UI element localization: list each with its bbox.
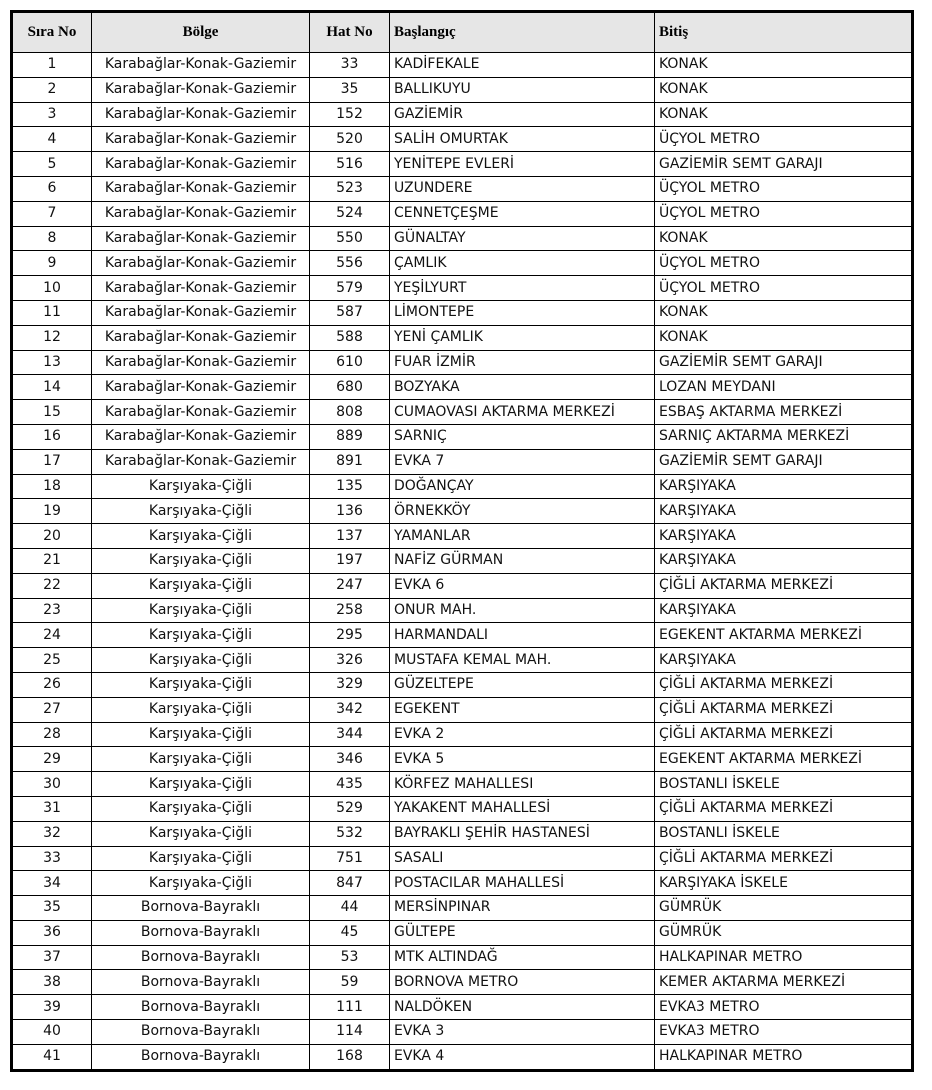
bolge-cell: Bornova-Bayraklı	[92, 896, 310, 921]
sira-no-cell: 23	[13, 598, 92, 623]
hat-no-cell: 59	[310, 970, 390, 995]
bitis-cell: LOZAN MEYDANI	[655, 375, 912, 400]
hat-no-cell: 33	[310, 53, 390, 78]
bitis-cell: KARŞIYAKA	[655, 474, 912, 499]
bolge-cell: Karabağlar-Konak-Gaziemir	[92, 424, 310, 449]
sira-no-cell: 2	[13, 77, 92, 102]
sira-no-cell: 14	[13, 375, 92, 400]
table-row	[13, 1020, 912, 1045]
bitis-cell: ÜÇYOL METRO	[655, 176, 912, 201]
baslangic-cell: MUSTAFA KEMAL MAH.	[390, 648, 655, 673]
sira-no-cell: 33	[13, 846, 92, 871]
baslangic-cell: KADİFEKALE	[390, 53, 655, 78]
sira-no-cell: 19	[13, 499, 92, 524]
table-row	[13, 152, 912, 177]
table-row	[13, 796, 912, 821]
baslangic-cell: BAYRAKLI ŞEHİR HASTANESİ	[390, 821, 655, 846]
bitis-cell: KARŞIYAKA	[655, 598, 912, 623]
sira-no-cell: 38	[13, 970, 92, 995]
table-row	[13, 499, 912, 524]
header-bolge: Bölge	[92, 13, 310, 53]
baslangic-cell: YAKAKENT MAHALLESİ	[390, 796, 655, 821]
hat-no-cell: 524	[310, 201, 390, 226]
hat-no-cell: 435	[310, 772, 390, 797]
hat-no-cell: 329	[310, 672, 390, 697]
baslangic-cell: ÇAMLIK	[390, 251, 655, 276]
bitis-cell: ÇİĞLİ AKTARMA MERKEZİ	[655, 722, 912, 747]
baslangic-cell: EVKA 2	[390, 722, 655, 747]
hat-no-cell: 135	[310, 474, 390, 499]
baslangic-cell: GÜLTEPE	[390, 920, 655, 945]
header-row	[13, 13, 912, 53]
bolge-cell: Karabağlar-Konak-Gaziemir	[92, 400, 310, 425]
bitis-cell: ÜÇYOL METRO	[655, 201, 912, 226]
sira-no-cell: 1	[13, 53, 92, 78]
bolge-cell: Karabağlar-Konak-Gaziemir	[92, 53, 310, 78]
sira-no-cell: 9	[13, 251, 92, 276]
bolge-cell: Karşıyaka-Çiğli	[92, 871, 310, 896]
bitis-cell: ESBAŞ AKTARMA MERKEZİ	[655, 400, 912, 425]
bitis-cell: KONAK	[655, 102, 912, 127]
table-row	[13, 102, 912, 127]
header-sira-no: Sıra No	[13, 13, 92, 53]
table-row	[13, 127, 912, 152]
table-row	[13, 871, 912, 896]
table-row	[13, 896, 912, 921]
baslangic-cell: EGEKENT	[390, 697, 655, 722]
bolge-cell: Karşıyaka-Çiğli	[92, 474, 310, 499]
bolge-cell: Bornova-Bayraklı	[92, 1020, 310, 1045]
hat-no-cell: 680	[310, 375, 390, 400]
sira-no-cell: 10	[13, 276, 92, 301]
header-bitis: Bitiş	[655, 13, 912, 53]
baslangic-cell: CUMAOVASI AKTARMA MERKEZİ	[390, 400, 655, 425]
bolge-cell: Karşıyaka-Çiğli	[92, 747, 310, 772]
bitis-cell: ÜÇYOL METRO	[655, 276, 912, 301]
sira-no-cell: 18	[13, 474, 92, 499]
table-row	[13, 846, 912, 871]
baslangic-cell: ÖRNEKKÖY	[390, 499, 655, 524]
hat-no-cell: 889	[310, 424, 390, 449]
bitis-cell: ÇİĞLİ AKTARMA MERKEZİ	[655, 846, 912, 871]
bitis-cell: KONAK	[655, 77, 912, 102]
table-row	[13, 821, 912, 846]
hat-no-cell: 136	[310, 499, 390, 524]
sira-no-cell: 16	[13, 424, 92, 449]
sira-no-cell: 4	[13, 127, 92, 152]
bolge-cell: Karşıyaka-Çiğli	[92, 598, 310, 623]
bolge-cell: Karabağlar-Konak-Gaziemir	[92, 251, 310, 276]
table-row	[13, 424, 912, 449]
table-row	[13, 623, 912, 648]
table-row	[13, 1044, 912, 1069]
sira-no-cell: 24	[13, 623, 92, 648]
baslangic-cell: NAFİZ GÜRMAN	[390, 548, 655, 573]
table-row	[13, 697, 912, 722]
hat-no-cell: 587	[310, 300, 390, 325]
bitis-cell: BOSTANLI İSKELE	[655, 821, 912, 846]
hat-no-cell: 847	[310, 871, 390, 896]
bitis-cell: KARŞIYAKA	[655, 648, 912, 673]
sira-no-cell: 15	[13, 400, 92, 425]
bolge-cell: Karabağlar-Konak-Gaziemir	[92, 77, 310, 102]
bitis-cell: ÜÇYOL METRO	[655, 127, 912, 152]
sira-no-cell: 12	[13, 325, 92, 350]
bitis-cell: EGEKENT AKTARMA MERKEZİ	[655, 747, 912, 772]
hat-no-cell: 532	[310, 821, 390, 846]
sira-no-cell: 8	[13, 226, 92, 251]
baslangic-cell: DOĞANÇAY	[390, 474, 655, 499]
sira-no-cell: 36	[13, 920, 92, 945]
table-row	[13, 772, 912, 797]
baslangic-cell: KÖRFEZ MAHALLESI	[390, 772, 655, 797]
bitis-cell: EGEKENT AKTARMA MERKEZİ	[655, 623, 912, 648]
sira-no-cell: 5	[13, 152, 92, 177]
bolge-cell: Karşıyaka-Çiğli	[92, 697, 310, 722]
bolge-cell: Karabağlar-Konak-Gaziemir	[92, 127, 310, 152]
bitis-cell: BOSTANLI İSKELE	[655, 772, 912, 797]
bolge-cell: Bornova-Bayraklı	[92, 945, 310, 970]
bolge-cell: Karşıyaka-Çiğli	[92, 524, 310, 549]
table-row	[13, 53, 912, 78]
sira-no-cell: 26	[13, 672, 92, 697]
bitis-cell: KARŞIYAKA	[655, 524, 912, 549]
bolge-cell: Karabağlar-Konak-Gaziemir	[92, 375, 310, 400]
table-body	[13, 53, 912, 1070]
baslangic-cell: SASALI	[390, 846, 655, 871]
baslangic-cell: GÜZELTEPE	[390, 672, 655, 697]
bitis-cell: ÇİĞLİ AKTARMA MERKEZİ	[655, 796, 912, 821]
sira-no-cell: 6	[13, 176, 92, 201]
bus-line-table-sheet	[10, 10, 914, 1072]
bolge-cell: Karşıyaka-Çiğli	[92, 821, 310, 846]
baslangic-cell: LİMONTEPE	[390, 300, 655, 325]
baslangic-cell: YENİ ÇAMLIK	[390, 325, 655, 350]
table-row	[13, 548, 912, 573]
bolge-cell: Bornova-Bayraklı	[92, 970, 310, 995]
hat-no-cell: 44	[310, 896, 390, 921]
bitis-cell: ÇİĞLİ AKTARMA MERKEZİ	[655, 573, 912, 598]
baslangic-cell: FUAR İZMİR	[390, 350, 655, 375]
baslangic-cell: CENNETÇEŞME	[390, 201, 655, 226]
hat-no-cell: 808	[310, 400, 390, 425]
hat-no-cell: 523	[310, 176, 390, 201]
table-row	[13, 648, 912, 673]
bolge-cell: Bornova-Bayraklı	[92, 920, 310, 945]
hat-no-cell: 579	[310, 276, 390, 301]
baslangic-cell: SARNIÇ	[390, 424, 655, 449]
bolge-cell: Karabağlar-Konak-Gaziemir	[92, 276, 310, 301]
bolge-cell: Karşıyaka-Çiğli	[92, 672, 310, 697]
sira-no-cell: 39	[13, 995, 92, 1020]
baslangic-cell: ONUR MAH.	[390, 598, 655, 623]
baslangic-cell: MTK ALTINDAĞ	[390, 945, 655, 970]
bolge-cell: Karabağlar-Konak-Gaziemir	[92, 325, 310, 350]
bitis-cell: KONAK	[655, 53, 912, 78]
table-row	[13, 598, 912, 623]
hat-no-cell: 520	[310, 127, 390, 152]
bitis-cell: GAZİEMİR SEMT GARAJI	[655, 350, 912, 375]
sira-no-cell: 17	[13, 449, 92, 474]
bitis-cell: KARŞIYAKA	[655, 499, 912, 524]
table-row	[13, 920, 912, 945]
baslangic-cell: GAZİEMİR	[390, 102, 655, 127]
table-row	[13, 995, 912, 1020]
table-row	[13, 325, 912, 350]
sira-no-cell: 25	[13, 648, 92, 673]
baslangic-cell: EVKA 4	[390, 1044, 655, 1069]
table-row	[13, 176, 912, 201]
bus-line-table	[12, 12, 912, 1070]
bitis-cell: ÇİĞLİ AKTARMA MERKEZİ	[655, 672, 912, 697]
table-row	[13, 300, 912, 325]
baslangic-cell: UZUNDERE	[390, 176, 655, 201]
table-row	[13, 400, 912, 425]
hat-no-cell: 588	[310, 325, 390, 350]
bitis-cell: GAZİEMİR SEMT GARAJI	[655, 152, 912, 177]
sira-no-cell: 13	[13, 350, 92, 375]
baslangic-cell: MERSİNPINAR	[390, 896, 655, 921]
sira-no-cell: 35	[13, 896, 92, 921]
hat-no-cell: 529	[310, 796, 390, 821]
bolge-cell: Karşıyaka-Çiğli	[92, 722, 310, 747]
baslangic-cell: SALİH OMURTAK	[390, 127, 655, 152]
bolge-cell: Karabağlar-Konak-Gaziemir	[92, 300, 310, 325]
baslangic-cell: POSTACILAR MAHALLESİ	[390, 871, 655, 896]
bolge-cell: Karabağlar-Konak-Gaziemir	[92, 176, 310, 201]
sira-no-cell: 37	[13, 945, 92, 970]
bitis-cell: EVKA3 METRO	[655, 995, 912, 1020]
bolge-cell: Karabağlar-Konak-Gaziemir	[92, 350, 310, 375]
baslangic-cell: EVKA 3	[390, 1020, 655, 1045]
hat-no-cell: 152	[310, 102, 390, 127]
hat-no-cell: 326	[310, 648, 390, 673]
sira-no-cell: 32	[13, 821, 92, 846]
hat-no-cell: 258	[310, 598, 390, 623]
hat-no-cell: 53	[310, 945, 390, 970]
sira-no-cell: 28	[13, 722, 92, 747]
bitis-cell: KEMER AKTARMA MERKEZİ	[655, 970, 912, 995]
hat-no-cell: 344	[310, 722, 390, 747]
bolge-cell: Karabağlar-Konak-Gaziemir	[92, 449, 310, 474]
hat-no-cell: 751	[310, 846, 390, 871]
bolge-cell: Karşıyaka-Çiğli	[92, 499, 310, 524]
hat-no-cell: 197	[310, 548, 390, 573]
bolge-cell: Karabağlar-Konak-Gaziemir	[92, 226, 310, 251]
hat-no-cell: 45	[310, 920, 390, 945]
bitis-cell: KARŞIYAKA	[655, 548, 912, 573]
bolge-cell: Karşıyaka-Çiğli	[92, 772, 310, 797]
baslangic-cell: YEŞİLYURT	[390, 276, 655, 301]
hat-no-cell: 342	[310, 697, 390, 722]
baslangic-cell: YAMANLAR	[390, 524, 655, 549]
sira-no-cell: 20	[13, 524, 92, 549]
bitis-cell: EVKA3 METRO	[655, 1020, 912, 1045]
baslangic-cell: BORNOVA METRO	[390, 970, 655, 995]
bitis-cell: SARNIÇ AKTARMA MERKEZİ	[655, 424, 912, 449]
hat-no-cell: 114	[310, 1020, 390, 1045]
hat-no-cell: 35	[310, 77, 390, 102]
sira-no-cell: 27	[13, 697, 92, 722]
bolge-cell: Bornova-Bayraklı	[92, 995, 310, 1020]
table-row	[13, 449, 912, 474]
hat-no-cell: 550	[310, 226, 390, 251]
header-baslangic: Başlangıç	[390, 13, 655, 53]
sira-no-cell: 7	[13, 201, 92, 226]
bolge-cell: Karşıyaka-Çiğli	[92, 623, 310, 648]
bolge-cell: Bornova-Bayraklı	[92, 1044, 310, 1069]
baslangic-cell: EVKA 6	[390, 573, 655, 598]
sira-no-cell: 3	[13, 102, 92, 127]
baslangic-cell: BOZYAKA	[390, 375, 655, 400]
bolge-cell: Karabağlar-Konak-Gaziemir	[92, 152, 310, 177]
baslangic-cell: EVKA 5	[390, 747, 655, 772]
sira-no-cell: 40	[13, 1020, 92, 1045]
bitis-cell: HALKAPINAR METRO	[655, 945, 912, 970]
header-hat-no: Hat No	[310, 13, 390, 53]
baslangic-cell: BALLIKUYU	[390, 77, 655, 102]
hat-no-cell: 556	[310, 251, 390, 276]
bitis-cell: ÇİĞLİ AKTARMA MERKEZİ	[655, 697, 912, 722]
baslangic-cell: NALDÖKEN	[390, 995, 655, 1020]
bitis-cell: KARŞIYAKA İSKELE	[655, 871, 912, 896]
sira-no-cell: 41	[13, 1044, 92, 1069]
table-row	[13, 573, 912, 598]
bitis-cell: HALKAPINAR METRO	[655, 1044, 912, 1069]
bolge-cell: Karşıyaka-Çiğli	[92, 548, 310, 573]
bitis-cell: ÜÇYOL METRO	[655, 251, 912, 276]
hat-no-cell: 516	[310, 152, 390, 177]
bitis-cell: GAZİEMİR SEMT GARAJI	[655, 449, 912, 474]
sira-no-cell: 30	[13, 772, 92, 797]
sira-no-cell: 34	[13, 871, 92, 896]
bolge-cell: Karabağlar-Konak-Gaziemir	[92, 102, 310, 127]
hat-no-cell: 168	[310, 1044, 390, 1069]
table-row	[13, 945, 912, 970]
hat-no-cell: 891	[310, 449, 390, 474]
hat-no-cell: 295	[310, 623, 390, 648]
baslangic-cell: EVKA 7	[390, 449, 655, 474]
sira-no-cell: 21	[13, 548, 92, 573]
bolge-cell: Karşıyaka-Çiğli	[92, 573, 310, 598]
bitis-cell: KONAK	[655, 226, 912, 251]
bitis-cell: GÜMRÜK	[655, 920, 912, 945]
sira-no-cell: 31	[13, 796, 92, 821]
sira-no-cell: 29	[13, 747, 92, 772]
baslangic-cell: YENİTEPE EVLERİ	[390, 152, 655, 177]
sira-no-cell: 22	[13, 573, 92, 598]
hat-no-cell: 610	[310, 350, 390, 375]
table-row	[13, 524, 912, 549]
table-row	[13, 276, 912, 301]
bolge-cell: Karşıyaka-Çiğli	[92, 846, 310, 871]
table-row	[13, 747, 912, 772]
table-row	[13, 474, 912, 499]
table-row	[13, 722, 912, 747]
hat-no-cell: 247	[310, 573, 390, 598]
table-row	[13, 350, 912, 375]
table-row	[13, 77, 912, 102]
table-row	[13, 970, 912, 995]
bitis-cell: GÜMRÜK	[655, 896, 912, 921]
bolge-cell: Karşıyaka-Çiğli	[92, 648, 310, 673]
table-row	[13, 201, 912, 226]
hat-no-cell: 111	[310, 995, 390, 1020]
table-row	[13, 251, 912, 276]
table-row	[13, 375, 912, 400]
bitis-cell: KONAK	[655, 325, 912, 350]
baslangic-cell: GÜNALTAY	[390, 226, 655, 251]
hat-no-cell: 346	[310, 747, 390, 772]
hat-no-cell: 137	[310, 524, 390, 549]
bolge-cell: Karşıyaka-Çiğli	[92, 796, 310, 821]
baslangic-cell: HARMANDALI	[390, 623, 655, 648]
sira-no-cell: 11	[13, 300, 92, 325]
bitis-cell: KONAK	[655, 300, 912, 325]
table-row	[13, 226, 912, 251]
table-row	[13, 672, 912, 697]
bolge-cell: Karabağlar-Konak-Gaziemir	[92, 201, 310, 226]
